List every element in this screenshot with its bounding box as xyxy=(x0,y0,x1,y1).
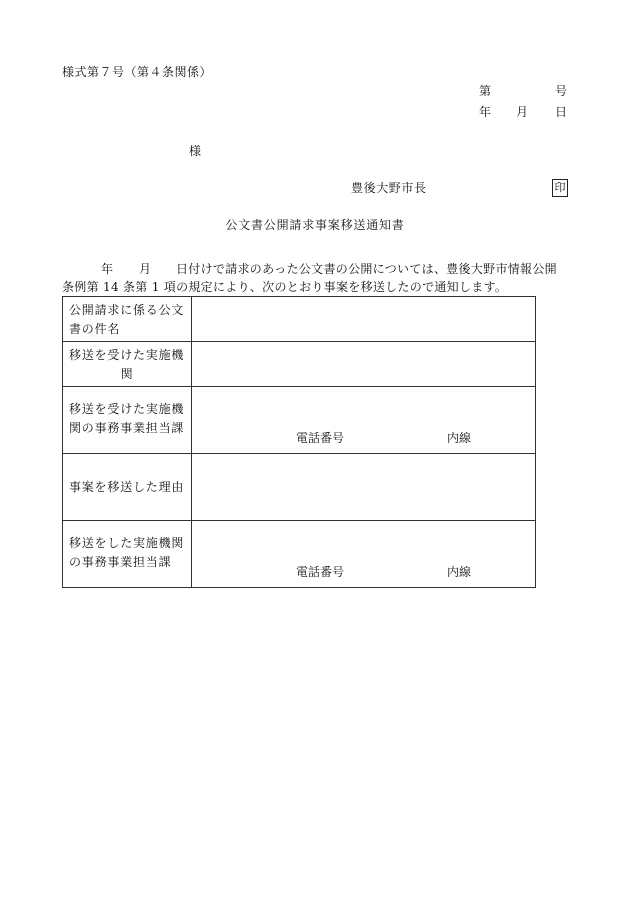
table-row xyxy=(63,521,536,588)
date-day: 日 xyxy=(554,105,567,119)
row-value-document-subject xyxy=(192,297,536,342)
body-month: 月 xyxy=(139,262,152,276)
body-year: 年 xyxy=(101,262,114,276)
date-month: 月 xyxy=(516,105,529,119)
body-line-1-text: 日付けで請求のあった公文書の公開については、豊後大野市情報公開 xyxy=(176,262,557,276)
row-label-text: 公開請求に係る公文書の件名 xyxy=(69,303,185,336)
row-label-text: 移送を受けた実施機関の事務事業担当課 xyxy=(69,402,185,435)
addressee-honorific: 様 xyxy=(189,144,202,158)
phone-number-label: 電話番号 xyxy=(296,565,345,579)
row-label-text-cont: 関 xyxy=(120,367,134,381)
row-value-transferring-department xyxy=(192,521,536,588)
table-row xyxy=(63,387,536,454)
row-value-transfer-reason xyxy=(192,454,536,521)
form-number: 様式第７号（第４条関係） xyxy=(62,65,213,79)
row-value-receiving-agency xyxy=(192,342,536,387)
seal-mark: 印 xyxy=(552,179,568,197)
document-title: 公文書公開請求事案移送通知書 xyxy=(225,218,405,232)
transfer-details-table xyxy=(62,296,536,588)
row-label-transferring-department xyxy=(63,521,192,588)
body-paragraph-line-2: 条例第 14 条第 1 項の規定により、次のとおり事案を移送したので通知します。 xyxy=(62,280,508,294)
document-number-suffix: 号 xyxy=(554,84,567,98)
date-year: 年 xyxy=(479,105,492,119)
document-number-prefix: 第 xyxy=(479,84,492,98)
sender-name: 豊後大野市長 xyxy=(351,181,427,195)
row-label-receiving-department xyxy=(63,387,192,454)
extension-label: 内線 xyxy=(447,431,472,445)
table-row xyxy=(63,297,536,342)
row-label-document-subject xyxy=(63,297,192,342)
row-label-text: 移送をした実施機関の事務事業担当課 xyxy=(69,536,185,569)
row-label-receiving-agency xyxy=(63,342,192,387)
row-label-text: 事案を移送した理由 xyxy=(69,479,185,494)
table-row xyxy=(63,454,536,521)
row-label-transfer-reason xyxy=(63,454,192,521)
phone-number-label: 電話番号 xyxy=(296,431,345,445)
table-row xyxy=(63,342,536,387)
extension-label: 内線 xyxy=(447,565,472,579)
row-label-text: 移送を受けた実施機 xyxy=(69,348,185,362)
row-value-receiving-department xyxy=(192,387,536,454)
